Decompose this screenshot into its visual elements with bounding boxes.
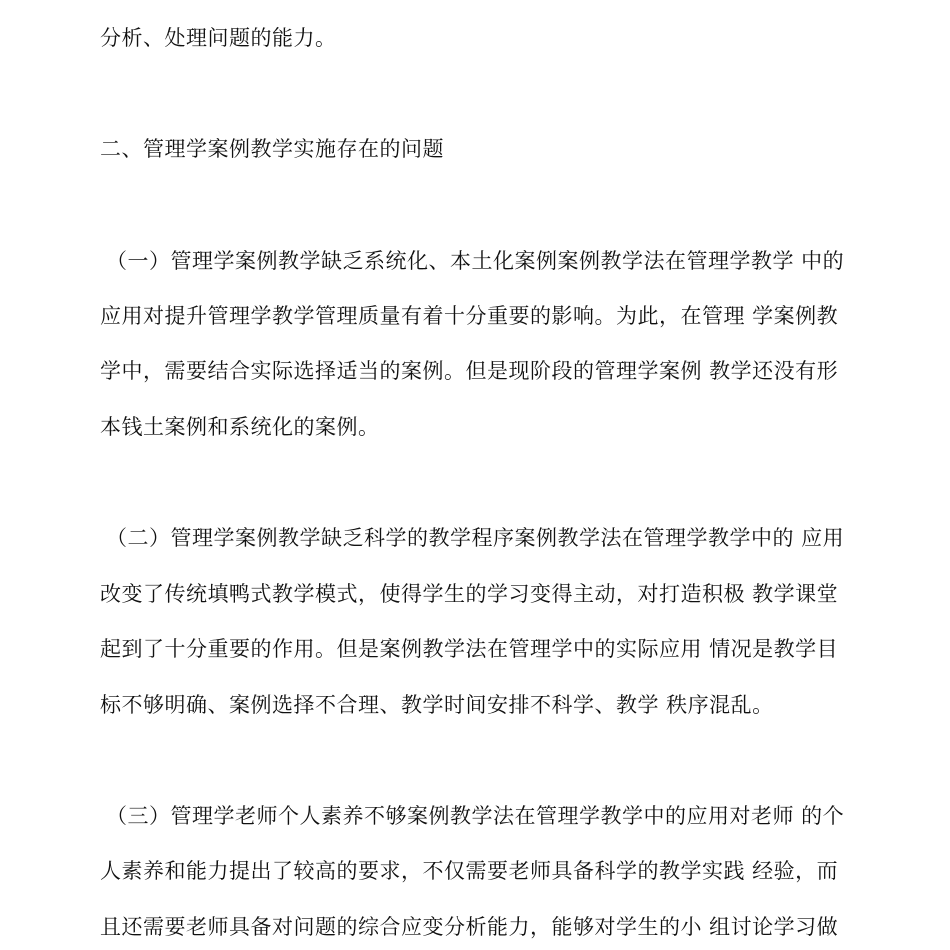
paragraph-line: 学中，需要结合实际选择适当的案例。但是现阶段的管理学案例 教学还没有形 [100, 359, 839, 383]
paragraph-line: （二）管理学案例教学缺乏科学的教学程序案例教学法在管理学教学中的 应用 [106, 526, 845, 550]
paragraph-line: 起到了十分重要的作用。但是案例教学法在管理学中的实际应用 情况是教学目 [100, 637, 839, 661]
paragraph-line: 改变了传统填鸭式教学模式，使得学生的学习变得主动，对打造积极 教学课堂 [100, 582, 839, 606]
paragraph-line: 本钱土案例和系统化的案例。 [100, 415, 380, 439]
paragraph-line: （三）管理学老师个人素养不够案例教学法在管理学教学中的应用对老师 的个 [106, 804, 845, 828]
paragraph-line: 且还需要老师具备对问题的综合应变分析能力，能够对学生的小 组讨论学习做 [100, 915, 839, 939]
paragraph-line: 标不够明确、案例选择不合理、教学时间安排不科学、教学 秩序混乱。 [100, 693, 774, 717]
paragraph-line: 人素养和能力提出了较高的要求，不仅需要老师具备科学的教学实践 经验，而 [100, 859, 839, 883]
section-heading: 二、管理学案例教学实施存在的问题 [100, 137, 444, 161]
paragraph-line: （一）管理学案例教学缺乏系统化、本土化案例案例教学法在管理学教学 中的 [106, 249, 845, 273]
paragraph-line: 分析、处理问题的能力。 [100, 26, 337, 50]
paragraph-line: 应用对提升管理学教学管理质量有着十分重要的影响。为此，在管理 学案例教 [100, 304, 839, 328]
